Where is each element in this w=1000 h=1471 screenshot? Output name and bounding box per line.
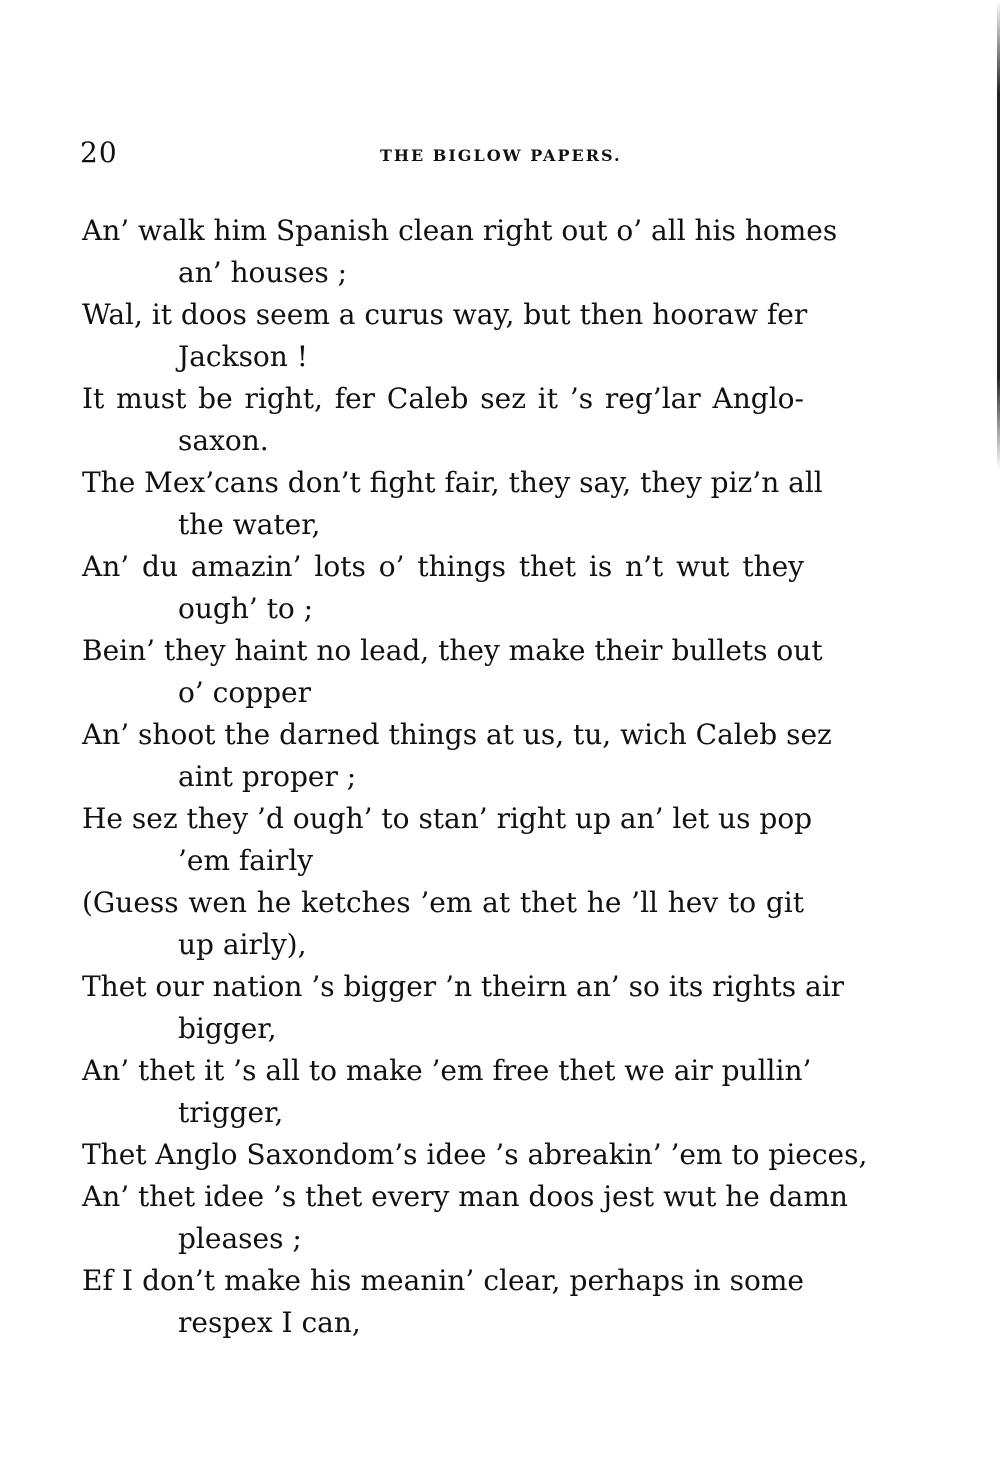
- verse-line: It must be right, fer Caleb sez it ’s reg’lar Anglo-: [82, 382, 804, 415]
- verse-continuation: ough’ to ;: [178, 592, 314, 625]
- verse-4: [82, 462, 823, 546]
- verse-line: An’ walk him Spanish clean right out o’ all his homes: [82, 214, 838, 247]
- verse-continuation: the water,: [178, 508, 321, 541]
- verse-1: [82, 210, 838, 294]
- verse-12: [82, 1134, 868, 1176]
- verse-line: Wal, it doos seem a curus way, but then hooraw fer: [82, 298, 808, 331]
- verse-line: An’ thet idee ’s thet every man doos jest wut he damn: [82, 1180, 848, 1213]
- verse-line: The Mex’cans don’t fight fair, they say, they piz’n all: [82, 466, 823, 499]
- verse-13: [82, 1176, 848, 1260]
- verse-continuation: bigger,: [178, 1012, 277, 1045]
- verse-2: [82, 294, 808, 378]
- verse-line: (Guess wen he ketches ’em at thet he ’ll hev to git: [82, 886, 804, 919]
- verse-line: Thet Anglo Saxondom’s idee ’s abreakin’ ’em to pieces,: [82, 1138, 868, 1171]
- verse-14: [82, 1260, 804, 1344]
- verse-line: An’ shoot the darned things at us, tu, wich Caleb sez: [82, 718, 832, 751]
- poem-body: [82, 210, 868, 1344]
- verse-continuation: an’ houses ;: [178, 256, 348, 289]
- verse-continuation: pleases ;: [178, 1222, 302, 1255]
- verse-8: [82, 798, 813, 882]
- verse-continuation: Jackson !: [178, 340, 308, 373]
- running-title: THE BIGLOW PAPERS.: [380, 146, 622, 165]
- verse-continuation: saxon.: [178, 424, 269, 457]
- verse-3: [82, 378, 804, 462]
- verse-continuation: trigger,: [178, 1096, 284, 1129]
- page-header: [80, 136, 800, 176]
- verse-line: An’ thet it ’s all to make ’em free thet we air pullin’: [82, 1054, 812, 1087]
- verse-5: [82, 546, 804, 630]
- verse-continuation: respex I can,: [178, 1306, 361, 1339]
- verse-line: He sez they ’d ough’ to stan’ right up an’ let us pop: [82, 802, 813, 835]
- verse-9: [82, 882, 804, 966]
- verse-continuation: o’ copper: [178, 676, 311, 709]
- verse-line: Bein’ they haint no lead, they make their bullets out: [82, 634, 823, 667]
- verse-continuation: aint proper ;: [178, 760, 357, 793]
- verse-continuation: ’em fairly: [178, 844, 314, 877]
- verse-7: [82, 714, 832, 798]
- verse-line: Ef I don’t make his meanin’ clear, perhaps in some: [82, 1264, 804, 1297]
- verse-continuation: up airly),: [178, 928, 307, 961]
- verse-line: Thet our nation ’s bigger ’n theirn an’ so its rights air: [82, 970, 845, 1003]
- verse-11: [82, 1050, 812, 1134]
- verse-line: An’ du amazin’ lots o’ things thet is n’t wut they: [82, 550, 804, 583]
- verse-10: [82, 966, 845, 1050]
- page-number: 20: [80, 136, 118, 169]
- verse-6: [82, 630, 823, 714]
